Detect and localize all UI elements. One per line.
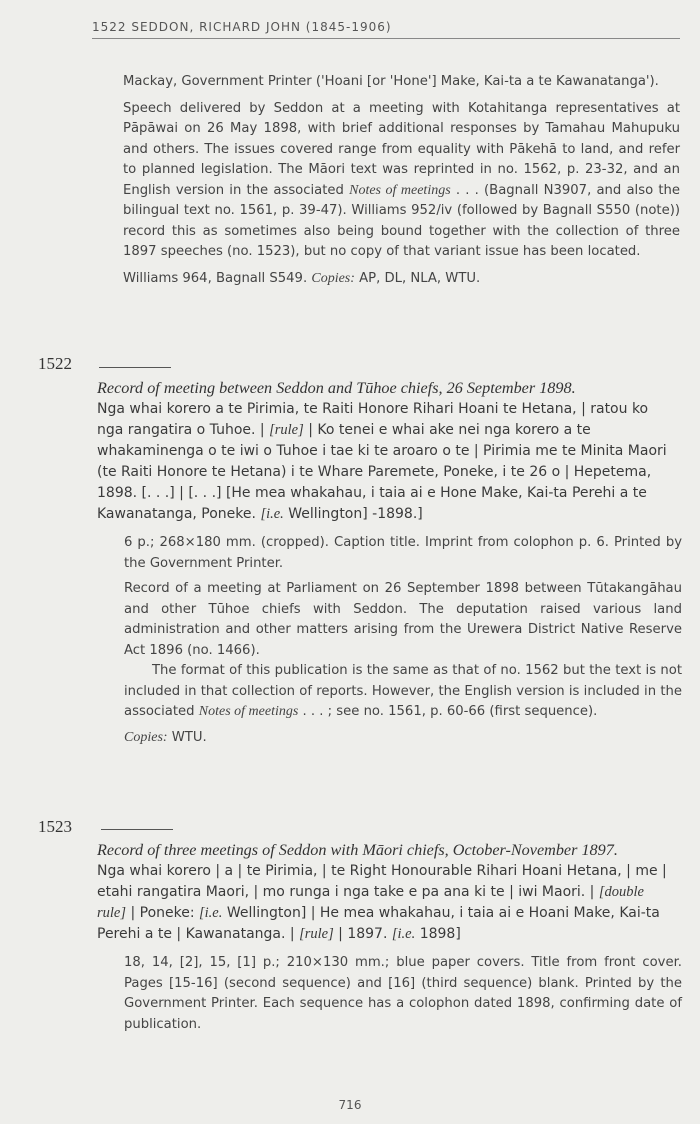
entry-transcription: Nga whai korero a te Pirimia, te Raiti Honore Rihari Hoani te Hetana, | ratou ko nga rangatira o Tuhoe. | [rule] | Ko tenei e whai ake nei nga korero a te whakaminenga o te iwi o Tuhoe i tae ki te aroaro o te | Pirimia me te Minita Maori (te Raiti Honore te Hetana) i te Whare Paremete, Poneke, i te 26 o | Hepetema, 1898. [. . .] | [. . .] [He mea whakahau, i taia ai e Hone Make, Kai-ta Perehi a te Kawanatanga, Poneke. [i.e. Wellington] -1898.]: [97, 401, 667, 522]
entry-1523: [97, 840, 682, 1035]
references-copies: Williams 964, Bagnall S549. Copies: AP, DL, NLA, WTU.: [123, 270, 481, 286]
entry-1522: [97, 378, 682, 748]
entry-title: Record of three meetings of Seddon with Māori chiefs, October-November 1897.: [97, 841, 618, 859]
entry-number-1522: 1522: [38, 354, 72, 373]
speech-note: Speech delivered by Seddon at a meeting with Kotahitanga representatives at Pāpāwai on 26 May 1898, with brief additional responses by Tamahau Mahupuku and others. The issues covered range from equality with Pākehā to land, and refer to planned legislation. The Māori text was reprinted in no. 1562, p. 23-32, and an English version in the associated Notes of meetings . . . (Bagnall N3907, and also the bilingual text no. 1561, p. 39-47). Williams 952/iv (followed by Bagnall S550 (note)) record this as sometimes also being bound together with the collection of three 1897 speeches (no. 1523), but no copy of that variant issue has been located.: [123, 100, 680, 259]
entry-dash: [99, 367, 171, 368]
entry-notes: [124, 533, 682, 748]
entry-number-1523: 1523: [38, 817, 72, 836]
imprint-note: Mackay, Government Printer ('Hoani [or 'Hone'] Make, Kai-ta a te Kawanatanga').: [123, 74, 659, 89]
collation-note: 18, 14, [2], 15, [1] p.; 210×130 mm.; blue paper covers. Title from front cover. Pages [15-16] (second sequence) and [16] (third sequence) blank. Printed by the Government Printer. Each sequence has a colophon dated 1898, confirming date of publication.: [124, 955, 682, 1032]
page-number: 716: [338, 1098, 362, 1112]
entry-transcription: Nga whai korero | a | te Pirimia, | te Right Honourable Rihari Hoani Hetana, | me | etahi rangatira Maori, | mo runga i nga take e pa ana ki te | iwi Maori. | [double rule] | Poneke: [i.e. Wellington] | He mea whakahau, i taia ai e Hoani Make, Kai-ta Perehi a te | Kawanatanga. | [rule] | 1897. [i.e. 1898]: [97, 863, 667, 942]
entry-notes: [124, 953, 682, 1035]
running-head: 1522 SEDDON, RICHARD JOHN (1845-1906): [92, 20, 680, 39]
collation-note: 6 p.; 268×180 mm. (cropped). Caption title. Imprint from colophon p. 6. Printed by the Government Printer.: [124, 535, 682, 571]
entry-title: Record of meeting between Seddon and Tūhoe chiefs, 26 September 1898.: [97, 379, 576, 397]
previous-entry-continuation: [123, 72, 680, 289]
content-note: Record of a meeting at Parliament on 26 September 1898 between Tūtakangāhau and other Tūhoe chiefs with Seddon. The deputation raised various land administration and other matters arising from the Urewera District Native Reserve Act 1896 (no. 1466).: [124, 581, 682, 658]
format-note: The format of this publication is the same as that of no. 1562 but the text is not included in that collection of reports. However, the English version is included in the associated Notes of meetings . . . ; see no. 1561, p. 60-66 (first sequence).: [124, 663, 682, 719]
copies-note: Copies: WTU.: [124, 729, 207, 745]
entry-dash: [101, 829, 173, 830]
